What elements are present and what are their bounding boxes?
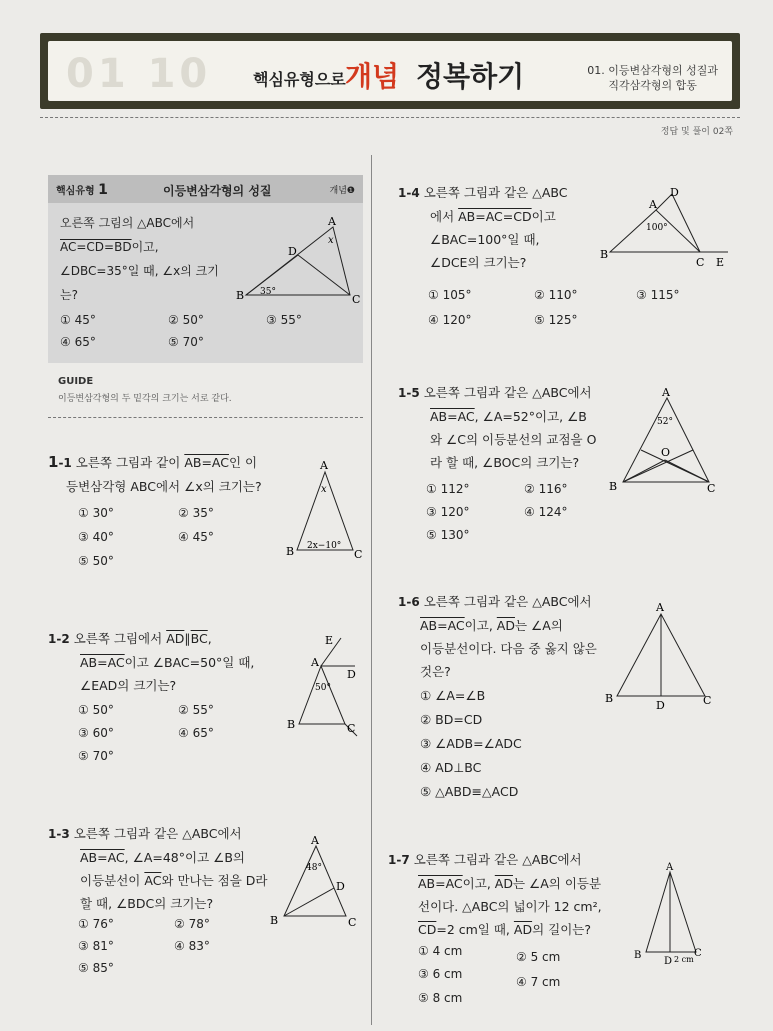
choice-1[interactable]: ① ∠A=∠B bbox=[420, 688, 486, 703]
problem-1-2 bbox=[48, 627, 254, 697]
p1-4-t2: 에서 bbox=[430, 209, 459, 224]
p1-5-number bbox=[398, 383, 420, 401]
choice-3[interactable]: ③ 120° bbox=[426, 505, 470, 519]
figure-1-4 bbox=[596, 184, 734, 268]
choice-5[interactable]: ⑤ 70° bbox=[168, 335, 204, 349]
f1-3-label-d: D bbox=[336, 880, 345, 893]
f1-4-label-c: C bbox=[696, 256, 705, 269]
f1-5-triangle bbox=[623, 398, 709, 482]
p1-7-t3: 이고, bbox=[462, 876, 495, 891]
p1-6-number bbox=[398, 592, 420, 610]
f1-2-triangle bbox=[299, 666, 345, 724]
p1-5-t3: , ∠A=52°이고, ∠B bbox=[474, 409, 587, 424]
p1-6-t2: AB=AC bbox=[420, 618, 465, 633]
f1-1-label-c: C bbox=[354, 548, 363, 561]
f1-2-angle: 50° bbox=[315, 683, 331, 693]
section-title-line2: 직각삼각형의 합동 bbox=[608, 79, 697, 92]
f1-7-triangle bbox=[646, 872, 696, 952]
choice-1[interactable]: ① 45° bbox=[60, 313, 96, 327]
choice-3[interactable]: ③ 55° bbox=[266, 313, 302, 327]
choice-5[interactable]: ⑤ 70° bbox=[78, 749, 114, 763]
p1-2-line1 bbox=[48, 627, 254, 651]
p1-6-num-main: 1 bbox=[398, 595, 407, 609]
choice-2[interactable]: ② 116° bbox=[524, 482, 568, 496]
f1-4-label-b: B bbox=[600, 248, 609, 261]
choice-3[interactable]: ③ 115° bbox=[636, 288, 680, 302]
p1-7-line3: 선이다. △ABC의 넓이가 12 cm², bbox=[418, 899, 602, 914]
core-line3: ∠DBC=35°일 때, ∠x의 크기 bbox=[60, 264, 219, 278]
core-line2-rest: 이고, bbox=[131, 240, 159, 254]
guide-title: GUIDE bbox=[58, 376, 94, 387]
p1-2-t2: $\overline{AD}$ bbox=[166, 631, 185, 646]
choice-2[interactable]: ② 50° bbox=[168, 313, 204, 327]
header-inner bbox=[48, 41, 732, 101]
choice-4[interactable]: ④ 45° bbox=[178, 530, 214, 544]
f1-3-angle: 48° bbox=[306, 863, 322, 873]
core-label-c: C bbox=[352, 293, 361, 306]
core-segment-dc bbox=[298, 255, 350, 295]
choice-1[interactable]: ① 76° bbox=[78, 917, 114, 931]
p1-7-t9: 의 길이는? bbox=[532, 922, 591, 937]
p1-1-t2: AB=AC bbox=[184, 455, 229, 470]
section-title-line1: 01. 이등변삼각형의 성질과 bbox=[587, 64, 718, 77]
f1-3-label-c: C bbox=[348, 916, 357, 929]
p1-3-t2: AB=AC bbox=[80, 850, 125, 865]
problem-1-4 bbox=[398, 181, 567, 274]
figure-1-6 bbox=[603, 600, 715, 714]
core-segments: AC=CD=BD bbox=[60, 240, 132, 254]
choice-1[interactable]: ① 50° bbox=[78, 703, 114, 717]
p1-2-t7: 이고 ∠BAC=50°일 때, bbox=[124, 655, 255, 670]
p1-2-num-main: 1 bbox=[48, 632, 57, 646]
p1-1-t3: 인 이 bbox=[228, 455, 258, 470]
p1-6-line4: 것은? bbox=[420, 664, 451, 679]
p1-7-t7: =2 cm일 때, bbox=[436, 922, 514, 937]
f1-6-label-b: B bbox=[605, 692, 614, 705]
core-label-d: D bbox=[288, 245, 297, 258]
f1-1-label-a: A bbox=[320, 459, 328, 472]
p1-4-t3: AB=AC=CD bbox=[458, 209, 532, 224]
p1-4-num-main: 1 bbox=[398, 186, 407, 200]
choice-4[interactable]: ④ 120° bbox=[428, 313, 472, 327]
p1-4-t1: 오른쪽 그림과 같은 △ABC bbox=[423, 185, 568, 200]
core-number: 1 bbox=[98, 182, 108, 198]
f1-4-segment-dc bbox=[672, 194, 700, 252]
choice-4[interactable]: ④ 65° bbox=[178, 726, 214, 740]
p1-4-num-sub: -4 bbox=[406, 186, 420, 200]
figure-1-7 bbox=[630, 860, 710, 968]
choice-5[interactable]: ⑤ 50° bbox=[78, 554, 114, 568]
p1-7-number bbox=[388, 850, 410, 868]
p1-7-t6: $\overline{CD}$ bbox=[418, 922, 437, 937]
p1-7-line4 bbox=[388, 918, 602, 941]
core-line4: 는? bbox=[60, 288, 78, 302]
p1-7-t2: AB=AC bbox=[418, 876, 463, 891]
p1-2-line3: ∠EAD의 크기는? bbox=[80, 678, 177, 693]
p1-6-line2 bbox=[398, 614, 597, 637]
p1-2-t6: AB=AC bbox=[80, 655, 125, 670]
f1-1-label-b: B bbox=[286, 545, 295, 558]
p1-2-t4: $\overline{BC}$ bbox=[190, 631, 208, 646]
banner-title-black: 정복하기 bbox=[416, 60, 525, 93]
f1-7-label-d: D bbox=[664, 956, 673, 967]
header-banner bbox=[40, 33, 740, 109]
p1-7-num-sub: -7 bbox=[396, 853, 410, 867]
p1-3-line1 bbox=[48, 822, 268, 846]
f1-1-angle: 2x−10° bbox=[307, 541, 342, 551]
p1-7-num-main: 1 bbox=[388, 853, 397, 867]
p1-4-number bbox=[398, 183, 420, 201]
f1-5-label-c: C bbox=[707, 482, 716, 495]
figure-1-3 bbox=[266, 832, 362, 930]
choice-4[interactable]: ④ 7 cm bbox=[516, 975, 561, 989]
p1-2-t5: , bbox=[207, 631, 212, 646]
p1-7-t5: 는 ∠A의 이등분 bbox=[512, 876, 602, 891]
p1-3-t6: 와 만나는 점을 D라 bbox=[161, 873, 268, 888]
f1-6-label-c: C bbox=[703, 694, 712, 707]
p1-2-num-sub: -2 bbox=[56, 632, 70, 646]
choice-1[interactable]: ① 4 cm bbox=[418, 944, 463, 958]
f1-7-label-b: B bbox=[634, 950, 642, 961]
p1-5-t2: AB=AC bbox=[430, 409, 475, 424]
problem-1-6 bbox=[398, 590, 597, 683]
f1-7-length: 2 cm bbox=[674, 955, 694, 964]
f1-5-label-a: A bbox=[662, 386, 670, 399]
choice-5[interactable]: ⑤ 8 cm bbox=[418, 991, 463, 1005]
p1-2-number bbox=[48, 629, 70, 647]
choice-4[interactable]: ④ 83° bbox=[174, 939, 210, 953]
p1-5-num-main: 1 bbox=[398, 386, 407, 400]
choice-5[interactable]: ⑤ 125° bbox=[534, 313, 578, 327]
p1-6-t3: 이고, bbox=[464, 618, 497, 633]
p1-5-line1 bbox=[398, 381, 596, 405]
choice-1[interactable]: ① 112° bbox=[426, 482, 470, 496]
f1-5-angle: 52° bbox=[657, 417, 673, 427]
p1-1-num-main: 1 bbox=[48, 453, 59, 471]
choice-2[interactable]: ② 5 cm bbox=[516, 950, 561, 964]
figure-1-1 bbox=[283, 458, 365, 564]
p1-7-t8: $\overline{AD}$ bbox=[513, 922, 533, 937]
f1-4-label-e: E bbox=[716, 256, 725, 269]
core-title: 이등변삼각형의 성질 bbox=[163, 184, 272, 198]
p1-6-num-sub: -6 bbox=[406, 595, 420, 609]
f1-4-angle: 100° bbox=[646, 223, 668, 233]
choice-2[interactable]: ② 110° bbox=[534, 288, 578, 302]
choice-2[interactable]: ② 55° bbox=[178, 703, 214, 717]
p1-5-line4: 라 할 때, ∠BOC의 크기는? bbox=[430, 455, 580, 470]
banner-title-red: 개념 bbox=[345, 60, 400, 93]
f1-5-bisector-b-ext bbox=[623, 450, 693, 482]
f1-2-label-a: A bbox=[311, 656, 319, 669]
p1-6-t5: 는 ∠A의 bbox=[514, 618, 563, 633]
choice-1[interactable]: ① 105° bbox=[428, 288, 472, 302]
problem-1-7 bbox=[388, 848, 602, 941]
choice-3[interactable]: ③ ∠ADB=∠ADC bbox=[420, 736, 522, 751]
figure-1-5 bbox=[607, 386, 719, 496]
choice-5[interactable]: ⑤ 130° bbox=[426, 528, 470, 542]
p1-3-t3: , ∠A=48°이고 ∠B의 bbox=[124, 850, 245, 865]
p1-7-line2 bbox=[388, 872, 602, 895]
choice-4[interactable]: ④ AD⊥BC bbox=[420, 760, 482, 775]
core-label-x: x bbox=[328, 235, 334, 246]
core-label-b: B bbox=[236, 289, 245, 302]
column-divider bbox=[371, 155, 372, 1025]
p1-1-line1 bbox=[48, 451, 262, 475]
choice-1[interactable]: ① 30° bbox=[78, 506, 114, 520]
p1-3-line4: 할 때, ∠BDC의 크기는? bbox=[80, 896, 214, 911]
p1-4-line1 bbox=[398, 181, 567, 205]
p1-5-t1: 오른쪽 그림과 같은 △ABC에서 bbox=[423, 385, 592, 400]
p1-7-line1 bbox=[388, 848, 602, 872]
f1-3-label-a: A bbox=[311, 834, 319, 847]
choice-2[interactable]: ② BD=CD bbox=[420, 712, 483, 727]
f1-6-label-d: D bbox=[656, 699, 665, 712]
choice-5[interactable]: ⑤ △ABD≡△ACD bbox=[420, 784, 519, 799]
p1-4-t4: 이고 bbox=[531, 209, 556, 224]
choice-5[interactable]: ⑤ 85° bbox=[78, 961, 114, 975]
p1-2-t3: ∥ bbox=[184, 631, 191, 646]
p1-5-line3: 와 ∠C의 이등분선의 교점을 O bbox=[430, 432, 597, 447]
p1-4-line3: ∠BAC=100°일 때, bbox=[430, 232, 540, 247]
choice-3[interactable]: ③ 60° bbox=[78, 726, 114, 740]
f1-2-label-c: C bbox=[347, 722, 356, 735]
f1-4-label-a: A bbox=[649, 198, 657, 211]
f1-5-bisector-c-ext bbox=[641, 450, 709, 482]
core-concept-ref: 개념❶ bbox=[329, 186, 355, 196]
choice-3[interactable]: ③ 40° bbox=[78, 530, 114, 544]
f1-5-label-o: O bbox=[661, 446, 671, 459]
core-line1: 오른쪽 그림의 △ABC에서 bbox=[60, 216, 195, 230]
p1-4-line4: ∠DCE의 크기는? bbox=[430, 255, 527, 270]
p1-3-num-sub: -3 bbox=[56, 827, 70, 841]
p1-6-line1 bbox=[398, 590, 597, 614]
problem-1-1 bbox=[48, 451, 262, 498]
f1-2-label-b: B bbox=[287, 718, 296, 731]
p1-5-num-sub: -5 bbox=[406, 386, 420, 400]
p1-1-number bbox=[48, 453, 72, 471]
f1-7-label-c: C bbox=[694, 948, 702, 959]
p1-1-t1: 오른쪽 그림과 같이 bbox=[75, 455, 185, 470]
p1-1-line2: 등변삼각형 ABC에서 ∠x의 크기는? bbox=[66, 479, 262, 494]
core-label-text: 핵심유형 bbox=[56, 186, 95, 197]
core-angle-35: 35° bbox=[260, 287, 276, 297]
choice-3[interactable]: ③ 6 cm bbox=[418, 967, 463, 981]
f1-6-label-a: A bbox=[656, 601, 664, 614]
p1-2-t1: 오른쪽 그림에서 bbox=[73, 631, 167, 646]
core-problem-text bbox=[60, 211, 219, 307]
p1-6-line3: 이등분선이다. 다음 중 옳지 않은 bbox=[420, 641, 597, 656]
banner-bg-number: 01 10 bbox=[66, 51, 212, 97]
guide-box bbox=[58, 376, 363, 404]
p1-4-line2 bbox=[398, 205, 567, 228]
p1-5-line2 bbox=[398, 405, 596, 428]
core-problem-box bbox=[48, 175, 363, 363]
section-title bbox=[587, 63, 718, 93]
p1-7-t4: $\overline{AD}$ bbox=[494, 876, 513, 891]
core-label bbox=[56, 182, 108, 198]
f1-4-label-d: D bbox=[670, 186, 679, 199]
p1-7-t1: 오른쪽 그림과 같은 △ABC에서 bbox=[413, 852, 582, 867]
p1-3-t4: 이등분선이 bbox=[80, 873, 145, 888]
core-triangle bbox=[246, 227, 350, 295]
p1-6-t4: $\overline{AD}$ bbox=[496, 618, 515, 633]
p1-3-num-main: 1 bbox=[48, 827, 57, 841]
f1-5-label-b: B bbox=[609, 480, 618, 493]
f1-2-label-d: D bbox=[347, 668, 356, 681]
header-divider bbox=[40, 117, 740, 118]
p1-2-line2 bbox=[48, 651, 254, 674]
core-figure bbox=[228, 215, 361, 306]
f1-3-label-b: B bbox=[270, 914, 279, 927]
choice-2[interactable]: ② 35° bbox=[178, 506, 214, 520]
core-line2 bbox=[60, 235, 219, 259]
choice-4[interactable]: ④ 65° bbox=[60, 335, 96, 349]
f1-7-label-a: A bbox=[666, 862, 674, 873]
banner-subtitle: 핵심유형으로 bbox=[253, 70, 346, 89]
p1-1-num-sub: -1 bbox=[58, 456, 72, 470]
core-header bbox=[48, 175, 363, 203]
p1-3-number bbox=[48, 824, 70, 842]
p1-6-t1: 오른쪽 그림과 같은 △ABC에서 bbox=[423, 594, 592, 609]
f1-1-label-x: x bbox=[321, 484, 327, 495]
core-label-a: A bbox=[328, 215, 336, 228]
problem-1-3 bbox=[48, 822, 268, 915]
figure-1-2 bbox=[283, 632, 367, 738]
f1-2-label-e: E bbox=[325, 634, 334, 647]
choice-3[interactable]: ③ 81° bbox=[78, 939, 114, 953]
problem-1-5 bbox=[398, 381, 596, 474]
p1-3-t1: 오른쪽 그림과 같은 △ABC에서 bbox=[73, 826, 242, 841]
p1-3-t5: $\overline{AC}$ bbox=[144, 873, 162, 888]
p1-3-line2 bbox=[48, 846, 268, 869]
choice-4[interactable]: ④ 124° bbox=[524, 505, 568, 519]
choice-2[interactable]: ② 78° bbox=[174, 917, 210, 931]
guide-text: 이등변삼각형의 두 밑각의 크기는 서로 같다. bbox=[58, 394, 232, 404]
f1-3-bisector-bd bbox=[284, 888, 334, 916]
p1-3-line3 bbox=[48, 869, 268, 892]
answer-reference: 정답 및 풀이 02쪽 bbox=[660, 127, 733, 137]
guide-divider bbox=[48, 417, 363, 418]
